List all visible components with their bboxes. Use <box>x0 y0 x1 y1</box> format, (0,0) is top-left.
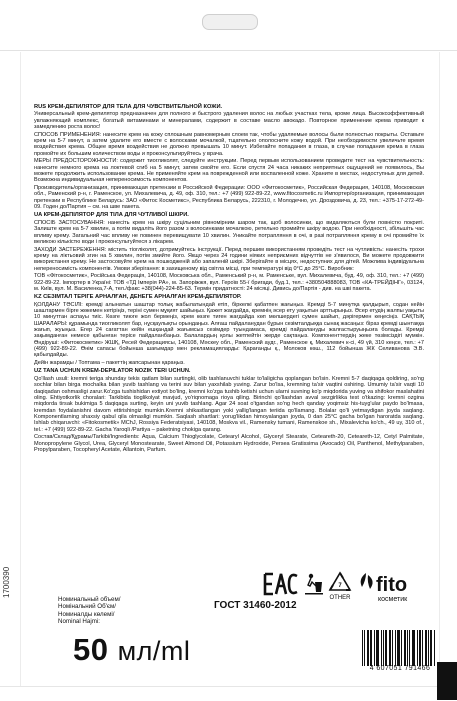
nominal-line: Номінальний Об'єм/ <box>58 603 116 611</box>
eac-mark-icon <box>263 571 299 597</box>
other-label: OTHER <box>329 595 351 601</box>
logo-text: fito <box>376 574 408 596</box>
nominal-line: Nominal Hajmi: <box>58 618 100 626</box>
language-heading: KZ СЕЗІМТАЛ ТЕРІГЕ АРНАЛҒАН, ДЕНЕГЕ АРНАЛҒАН КРЕМ-ДЕПИЛЯТОР. <box>34 294 242 301</box>
text-paragraph: Qo'llash usuli: kremni teriga shunday tekis qatlam bilan surtingki, olib tashlanuvchi tuklar to'laligicha qoplangan bo'lsin. Kremni 5-7 daqiqaga qoldiring, so'ng sochlar bilan birga mochalka bilan yuvib tashlang va terini suv bilan yaxshilab yuving. Zarur bo'lsa, kremning ta'sir vaqtini oshiring. Umumiy ta'sir vaqti 10 daqiqadan oshmasligi zarur.Ko'zga tushishidan extiyot bo'ling, kremni ko'zga tushib ketishi uchun ularni suvning ko'p miqdorida yuving va shifokor maslahatini oling. Ehtiyotkorlik choralari: Tarkibida tioglikolyat mavjud, yo'riqnomaga rioya qiling. Birinchi qo'llashdan avval sezgirlikka test o'tkazing: kremni ozgina miqdorda tirsak bukimiga 5 daqiqaga surting, keyin uni yuvib tashlang. Agar 24 soat o'tgandan so'ng hech qanday yoqimsiz his-tuyg'ular paydo bo'lmasa, kremdan foydalanishni davom ettirishingiz mumkin.Kremni shikastlangan yoki yallig'langan teriida qo'llamang. Bolalar qo'li yetmaydigan joyda saqlang. Komponentlarning shaxsiy qabul qila olmasligi mumkin. Saqlash shartlari: yorug'likdan himoyalangan joyda, 0 dan 25°C gacha bo'lgan haroratda saqlang. Ishlab chiqaruvchi: «Fitokosmetik» MChJ, Rossiya Federatsiyasi, 140108, Moskva vil., Ramensky tumani, Ramenskoe sh., Mixalevicha ko'ch., 49 uy, 310 of., tel.: +7 (499) 922-89-22. Gacha Yaroqli /Partiya – paketning chokiga qarang. <box>34 375 424 433</box>
language-heading: UA КРЕМ-ДЕПІЛЯТОР ДЛЯ ТІЛА ДЛЯ ЧУТЛИВОЇ ШКІРИ. <box>34 212 189 219</box>
nominal-line: Номинальный объем/ <box>58 596 121 603</box>
text-paragraph: ЗАХОДИ ЗАСТЕРЕЖЕННЯ: містить тіогліколят, дотримуйтесь інструкції. Перед першим використанням проведіть тест на чутливість: нанесіть трохи крему на ліктьовий згин на 5 хвилин, потім змийте його. Якщо через 24 години ніяких неприємних відчуттів не з'явилося, Ви можете продовжити використання крему. Не застосовуйте крем на пошкодженій або запаленій шкірі. Зберігайте в місцях, недоступних для дітей. Можлива індивідуальна непереносимість компонентів. Умови зберігання: в захищеному від світла місці, при температурі від 0°С до 25°С. Виробник: <box>34 246 424 272</box>
text-paragraph: ТОВ «Фітокосметик», Російська Федерація, 140108, Московська обл., Раменський р-н, м. Раменське, вул. Михалевича, буд. 49, оф. 310, тел.: +7 (499) 922-89-22. Імпортер в Україні: ТОВ «ТД Імперія РА», м. Запоріжжя, вул. Героїв 55-ї бригади, буд.1, тел.: +380504888083, ТОВ «КА-ТРЕЙДІНГ», 03124, м. Київ, вул. М. Василенка,7-А, тел./факс +38(044)-224-85-63. Термін придатності: 24 місяці. Дивись до/Партія - див. на шві пакета. <box>34 273 424 292</box>
text-paragraph: Универсальный крем-депилятор предназначен для полного и быстрого удаления волос на любых участках тела, кроме лица. Высокоэффективный увлажняющий комплекс, богатый витаминами и минералами, содержит в составе масло авокадо. Повторное применение крема приводит к замедлению роста волос! <box>34 111 424 131</box>
text-paragraph: СПОСІБ ЗАСТОСУВАННЯ: нанесіть крем на шкіру суцільним рівномірним шаром так, щоб волосинки, що видаляються були повністю покриті. Залиште крем на 5-7 хвилин, а потім видаліть його разом з волосинками мочалкою, ретельно промийте шкіру водою. При необхідності, збільшіть час впливу крему. Загальний час впливу не повинен перевищувати 10 хвилин. Уникайте потрапляння в очі, в разі потрапляння крему в очі промийте їх великою кількістю води і проконсультуйтеся з лікарем. <box>34 219 424 245</box>
hanger-strip <box>0 0 457 52</box>
logo-subtext: косметик <box>378 596 408 603</box>
hang-hole <box>202 14 258 30</box>
bottom-seam <box>0 686 457 701</box>
side-code: 1700390 <box>2 566 11 598</box>
volume-number: 50 <box>73 632 109 667</box>
nominal-line: Номиналды көлемі/ <box>58 610 115 618</box>
instructions-text <box>34 102 424 568</box>
svg-text:7: 7 <box>338 583 342 589</box>
certification-icons <box>190 567 450 607</box>
barcode-icon <box>362 630 436 666</box>
nominal-volume-label <box>58 596 198 626</box>
text-paragraph: Производитель/организация, принимающая претензии в Российской Федерации: ООО «Фитокосметик», Российская Федерация, 140108, Московская обл., Раменский р-н, г. Раменское, ул. Михалевича, д. 49, оф. 310, тел.: +7 (499) 922-89-22, www.fitocosmetic.ru Импортер/организация, принимающая претензии в Республике Беларусь: ЗАО «Фитос Косметикс», Республика Беларусь, 222310, г. Молодечно, ул. Дроздовича, д. 23, тел.: +375-17-272-49-09. Годен до/Партия – см. на шве пакета. <box>34 185 424 211</box>
litter-bin-icon <box>304 573 324 595</box>
text-paragraph: СПОСОБ ПРИМЕНЕНИЯ: нанесите крем на кожу сплошным равномерным слоем так, чтобы удаляемые волосы были полностью покрыты. Оставьте крем на 5-7 минут, а затем удалите его вместе с волосками мочалкой, тщательно ополосните кожу водой. При необходимости увеличьте время воздействия крема. Общее время воздействия не должно превышать 10 минут. Избегайте попадания в глаза, в случае попадания крема в глаза промойте их большим количеством воды и проконсультируйтесь у врача. <box>34 131 424 157</box>
text-paragraph: Состав/Склад/Құрамы/Tarkibi/Ingredients: Aqua, Calcium Thioglycolate, Cetearyl Alcohol, Glyceryl Stearate, Ceteareth-20, Ceteareth-12, Cetyl Palmitate, Monopropylene Glycol, Urea, Glyceryl Monostearate, Sweet Almond Oil, Potassium Hydroxide, Persea Gratissima (Avocado) Oil, Panthenol, Methylparaben, Propylparaben, Tocopheryl Acetate, Allantoin, Parfum. <box>34 434 424 453</box>
text-paragraph: Дейін жарамды / Топтама – пакеттің жапсарынан қараңыз. <box>34 360 185 367</box>
text-paragraph: ҚОЛДАНУ ТӘСІЛІ: кремді алынатын шаштар толық жабылатындай етіп, біркелкі қабатпен жағыңыз. Кремді 5-7 минутқа қалдырып, содан кейін шаштармен бірге жөкемен кетіріңіз, теріні сумен мұқият шайыңыз. Қажет жағдайда, кремнің әсер ету уақытын арттырыңыз. Әсер етудің жалпы уақыты 10 минуттан аспауы тиіс. Көзге тиюге жол бермеңіз, крем көзге тиген жағдайда көп мөлшердегі сумен шайып, дәрігермен кеңесіңіз. САҚТЫҚ ШАРАЛАРЫ: құрамында тиогликолят бар, нұсқаулықты орындаңыз. Алғаш пайдаланудан бұрын сезімталдыққа сынақ жасаңыз: біраз кремді шынтаққа жағып, жуыңыз. Егер 24 сағаттан кейін ешқандай жағымсыз сезімдер туындамаса, кремді пайдалануды жалғастыруыңызға болады. Кремді зақымданған немесе қабынған терісе пайдаланбаңыз. Балалардың қолы жетпейтін жерде сақтаңыз. Компоненттердің жеке төзімсіздігі мүмкін. Өндіруші: «Фитокосметик» ЖШҚ, Ресей Федерациясы, 140108, Мәскеу обл., Раменский аудг., Раменское қ, Михалевич к-сі, 49 үй, 310 кеңсе, тел.: +7 (499) 922-89-22. Өнім сапасы бойынша шағымдар мен рекламацияларды: Қарағанды қ., Молоков көш., 112 бойынша ЖК Селиванова Э.В. қабылдайды. <box>34 301 424 359</box>
volume <box>73 632 190 668</box>
seam-marker <box>437 662 457 700</box>
recycling-icon <box>328 571 352 601</box>
fito-logo-icon <box>356 569 432 605</box>
language-heading: RUS КРЕМ-ДЕПИЛЯТОР ДЛЯ ТЕЛА ДЛЯ ЧУВСТВИТЕЛЬНОЙ КОЖИ. <box>34 103 223 110</box>
gost-standard: ГОСТ 31460-2012 <box>214 600 297 611</box>
barcode-number: 4 607051 791466 <box>369 665 431 672</box>
volume-unit: мл/ml <box>117 636 191 666</box>
text-paragraph: МЕРЫ ПРЕДОСТОРОЖНОСТИ: содержит тиогликолят, следуйте инструкции. Перед первым использованием проведите тест на чувствительность: нанесите немного крема на локтевой сгиб на 5 минут, затем смойте его. Если спустя 24 часа никаких неприятных ощущений не появилось, Вы можете продолжить использование крема. Не применяйте крем на поврежденной или воспаленной коже. Храните в местах, недоступных для детей. Возможна индивидуальная непереносимость компонентов. <box>34 158 424 184</box>
language-heading: UZ TANA UCHUN KREM-DEPILATOR NOZIK TERI UCHUN. <box>34 368 191 375</box>
top-seam <box>0 50 457 51</box>
